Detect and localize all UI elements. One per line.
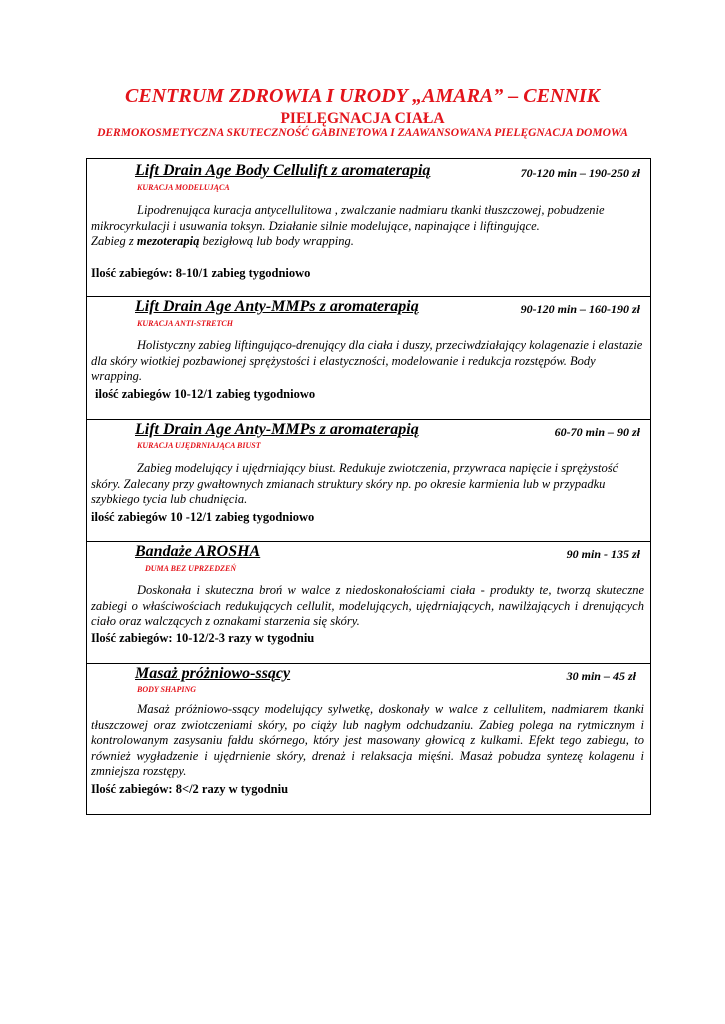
treatment-price: 90-120 min – 160-190 zł: [520, 302, 640, 316]
treatment-name: Bandaże AROSHA: [135, 543, 261, 560]
treatment-category: KURACJA UJĘDRNIAJĄCA BIUST: [137, 441, 261, 450]
treatment-category: DUMA BEZ UPRZEDZEŃ: [145, 564, 237, 573]
price-table: [86, 158, 651, 815]
treatment-category: BODY SHAPING: [137, 685, 197, 694]
treatment-price: 60-70 min – 90 zł: [554, 425, 640, 439]
treatment-name: Lift Drain Age Anty-MMPs z aromaterapią: [135, 298, 419, 315]
treatment-name: Lift Drain Age Body Cellulift z aromaterapią: [135, 162, 431, 179]
treatment-count: Ilość zabiegów: 8-10/1 zabieg tygodniowo: [91, 266, 311, 280]
treatment-description: Holistyczny zabieg liftingująco-drenujący dla ciała i duszy, przeciwdziałający kolagenazie i elastazie dla skóry wiotkiej pozbawionej sprężystości i elastyczności, modelowanie i redukcja rozstępów. Body wrapping.: [91, 338, 643, 384]
treatment-description: Zabieg modelujący i ujędrniający biust. Redukuje zwiotczenia, przywraca napięcie i sprężystość skóry. Zalecany przy gwałtownych zmianach struktury skóry np. po okresie karmienia lub w przypadku szybkiego tycia lub chudnięcia.: [91, 461, 619, 507]
treatment-price: 30 min – 45 zł: [566, 669, 636, 683]
treatment-section: [87, 159, 650, 297]
page-title: CENTRUM ZDROWIA I URODY „AMARA” – CENNIK: [125, 85, 600, 107]
treatment-count: ilość zabiegów 10-12/1 zabieg tygodniowo: [95, 387, 316, 401]
treatment-name: Masaż próżniowo-ssący: [135, 665, 291, 682]
treatment-description: Lipodrenująca kuracja antycellulitowa , zwalczanie nadmiaru tkanki tłuszczowej, pobudzenie mikrocyrkulacji i usuwania toksyn. Działanie silnie modelujące, napinające i liftingujące. Zabieg z mezoterapią bezigłową lub body wrapping.: [91, 203, 605, 249]
treatment-category: KURACJA MODELUJĄCA: [137, 183, 230, 192]
treatment-count: ilość zabiegów 10 -12/1 zabieg tygodniowo: [91, 510, 315, 524]
page-tagline: DERMOKOSMETYCZNA SKUTECZNOŚĆ GABINETOWA I ZAAWANSOWANA PIELĘGNACJA DOMOWA: [97, 127, 628, 139]
treatment-count: Ilość zabiegów: 10-12/2-3 razy w tygodniu: [91, 631, 315, 645]
treatment-section: [87, 420, 650, 542]
treatment-section: [87, 664, 650, 814]
treatment-section: [87, 297, 650, 420]
treatment-price: 70-120 min – 190-250 zł: [520, 166, 640, 180]
treatment-price: 90 min - 135 zł: [566, 547, 640, 561]
treatment-category: KURACJA ANTI-STRETCH: [137, 319, 233, 328]
treatment-count: Ilość zabiegów: 8</2 razy w tygodniu: [91, 782, 289, 796]
page-subtitle: PIELĘGNACJA CIAŁA: [280, 110, 445, 127]
treatment-description: Masaż próżniowo-ssący modelujący sylwetkę, doskonały w walce z cellulitem, nadmiarem tkanki tłuszczowej oraz zwiotczeniami skóry, po ciąży lub nagłym odchudzaniu. Zabieg polega na rytmicznym i kontrolowanym zasysaniu fałdu skórnego, który jest masowany głowicą z kulkami. Efekt tego zabiegu, to również wygładzenie i ujędrnienie skóry, drenaż i relaksacja mięśni. Masaż pobudza syntezę kolagenu i zmniejsza rozstępy.: [91, 702, 644, 779]
treatment-name: Lift Drain Age Anty-MMPs z aromaterapią: [135, 421, 419, 438]
treatment-description: Doskonała i skuteczna broń w walce z niedoskonałościami ciała - produkty te, tworzą skuteczne zabiegi o właściwościach redukujących cellulit, modelujących, ujędrniających, nawilżających i drenujących ciało oraz walczących z oznakami starzenia się skóry.: [91, 583, 644, 629]
treatment-section: [87, 542, 650, 664]
